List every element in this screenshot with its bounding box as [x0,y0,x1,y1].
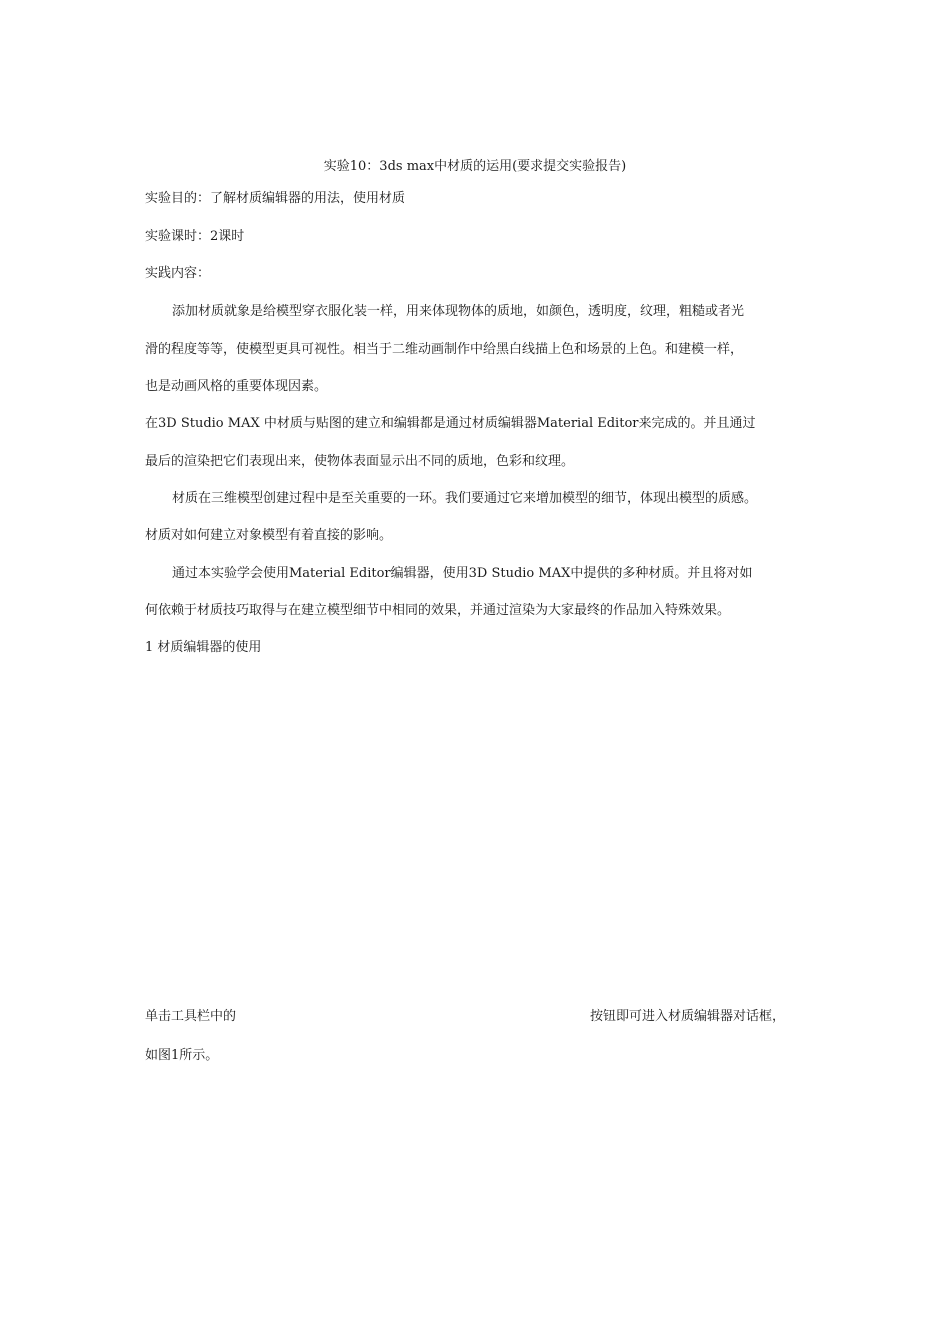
instruction-right-text: 按钮即可进入材质编辑器对话框， [590,1009,786,1024]
paragraph-4-line-2: 何依赖于材质技巧取得与在建立模型细节中相同的效果，并通过渲染为大家最终的作品加入特殊效果。 [145,603,731,618]
paragraph-3-line-2: 材质对如何建立对象模型有着直接的影响。 [145,528,393,543]
paragraph-3-line-1: 材质在三维模型创建过程中是至关重要的一环。我们要通过它来增加模型的细节，体现出模型的质感。 [172,491,758,506]
instruction-left-text: 单击工具栏中的 [145,1009,237,1024]
document-title: 实验10：3ds max中材质的运用(要求提交实验报告) [323,159,627,174]
paragraph-1-line-3: 也是动画风格的重要体现因素。 [145,379,328,394]
toolbar-button-image-placeholder [250,1004,580,1028]
paragraph-1-line-2: 滑的程度等等，使模型更具可视性。相当于二维动画制作中给黑白线描上色和场景的上色。和建模一样， [145,342,744,357]
paragraph-1-line-1: 添加材质就象是给模型穿衣服化装一样，用来体现物体的质地，如颜色，透明度，纹理，粗糙或者光 [172,304,745,319]
hours-line: 实验课时：2课时 [145,229,245,244]
paragraph-4-line-1: 通过本实验学会使用Material Editor编辑器，使用3D Studio MAX中提供的多种材质。并且将对如 [172,566,753,581]
paragraph-2-line-1: 在3D Studio MAX 中材质与贴图的建立和编辑都是通过材质编辑器Material Editor来完成的。并且通过 [145,416,756,431]
paragraph-2-line-2: 最后的渲染把它们表现出来，使物体表面显示出不同的质地，色彩和纹理。 [145,454,575,469]
content-heading: 实践内容： [145,266,211,281]
purpose-line: 实验目的：了解材质编辑器的用法，使用材质 [145,191,406,206]
figure-placeholder [145,672,805,992]
instruction-line-2: 如图1所示。 [145,1048,219,1063]
section-1-heading: 1 材质编辑器的使用 [145,640,262,655]
